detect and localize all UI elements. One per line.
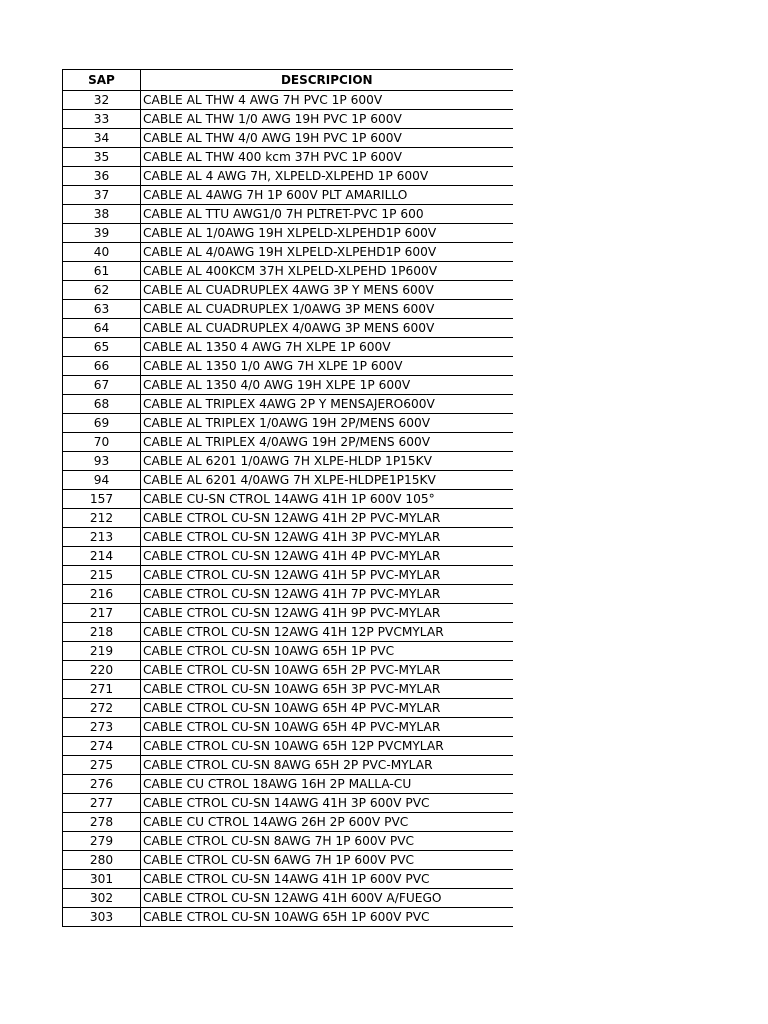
description-cell: CABLE CTROL CU-SN 14AWG 41H 3P 600V PVC — [141, 794, 513, 813]
description-cell: CABLE AL TRIPLEX 1/0AWG 19H 2P/MENS 600V — [141, 414, 513, 433]
sap-code-cell: 67 — [63, 376, 141, 395]
table-row — [63, 908, 513, 927]
table-row — [63, 661, 513, 680]
table-row — [63, 281, 513, 300]
sap-code-cell: 271 — [63, 680, 141, 699]
table-row — [63, 243, 513, 262]
table-row — [63, 813, 513, 832]
table-row — [63, 547, 513, 566]
description-cell: CABLE AL TRIPLEX 4/0AWG 19H 2P/MENS 600V — [141, 433, 513, 452]
description-cell: CABLE AL THW 400 kcm 37H PVC 1P 600V — [141, 148, 513, 167]
description-cell: CABLE CU CTROL 18AWG 16H 2P MALLA-CU — [141, 775, 513, 794]
description-cell: CABLE AL 1350 1/0 AWG 7H XLPE 1P 600V — [141, 357, 513, 376]
sap-code-cell: 63 — [63, 300, 141, 319]
sap-code-cell: 68 — [63, 395, 141, 414]
cable-catalog-table — [62, 69, 513, 927]
table-row — [63, 224, 513, 243]
sap-code-cell: 278 — [63, 813, 141, 832]
table-row — [63, 452, 513, 471]
description-cell: CABLE AL CUADRUPLEX 4/0AWG 3P MENS 600V — [141, 319, 513, 338]
description-cell: CABLE AL 4 AWG 7H, XLPELD-XLPEHD 1P 600V — [141, 167, 513, 186]
description-cell: CABLE CTROL CU-SN 10AWG 65H 1P 600V PVC — [141, 908, 513, 927]
table-row — [63, 433, 513, 452]
table-row — [63, 851, 513, 870]
description-cell: CABLE CU-SN CTROL 14AWG 41H 1P 600V 105° — [141, 490, 513, 509]
description-cell: CABLE AL 1/0AWG 19H XLPELD-XLPEHD1P 600V — [141, 224, 513, 243]
sap-code-cell: 272 — [63, 699, 141, 718]
sap-code-cell: 36 — [63, 167, 141, 186]
table-row — [63, 110, 513, 129]
table-row — [63, 623, 513, 642]
sap-code-cell: 218 — [63, 623, 141, 642]
sap-code-cell: 303 — [63, 908, 141, 927]
sap-code-cell: 94 — [63, 471, 141, 490]
table-row — [63, 129, 513, 148]
description-cell: CABLE CTROL CU-SN 6AWG 7H 1P 600V PVC — [141, 851, 513, 870]
description-cell: CABLE AL 4/0AWG 19H XLPELD-XLPEHD1P 600V — [141, 243, 513, 262]
header-row — [63, 70, 513, 91]
table-row — [63, 167, 513, 186]
description-cell: CABLE CU CTROL 14AWG 26H 2P 600V PVC — [141, 813, 513, 832]
description-cell: CABLE AL 4AWG 7H 1P 600V PLT AMARILLO — [141, 186, 513, 205]
sap-code-cell: 277 — [63, 794, 141, 813]
table-row — [63, 414, 513, 433]
sap-code-cell: 213 — [63, 528, 141, 547]
table-row — [63, 794, 513, 813]
table-row — [63, 775, 513, 794]
table-row — [63, 91, 513, 110]
table-row — [63, 395, 513, 414]
table-row — [63, 699, 513, 718]
description-cell: CABLE CTROL CU-SN 10AWG 65H 2P PVC-MYLAR — [141, 661, 513, 680]
table-row — [63, 262, 513, 281]
description-cell: CABLE CTROL CU-SN 14AWG 41H 1P 600V PVC — [141, 870, 513, 889]
table-row — [63, 205, 513, 224]
table-row — [63, 756, 513, 775]
sap-code-cell: 280 — [63, 851, 141, 870]
sap-code-cell: 216 — [63, 585, 141, 604]
description-cell: CABLE AL THW 4/0 AWG 19H PVC 1P 600V — [141, 129, 513, 148]
sap-code-cell: 65 — [63, 338, 141, 357]
sap-code-cell: 302 — [63, 889, 141, 908]
sap-code-cell: 219 — [63, 642, 141, 661]
table-body — [63, 91, 513, 927]
sap-code-cell: 301 — [63, 870, 141, 889]
column-header-sap: SAP — [63, 70, 141, 91]
description-cell: CABLE CTROL CU-SN 10AWG 65H 4P PVC-MYLAR — [141, 699, 513, 718]
table-row — [63, 338, 513, 357]
sap-code-cell: 214 — [63, 547, 141, 566]
sap-code-cell: 215 — [63, 566, 141, 585]
table-row — [63, 471, 513, 490]
description-cell: CABLE CTROL CU-SN 12AWG 41H 3P PVC-MYLAR — [141, 528, 513, 547]
column-header-descripcion: DESCRIPCION — [141, 70, 513, 91]
table-header — [63, 70, 513, 91]
table-row — [63, 585, 513, 604]
sap-code-cell: 61 — [63, 262, 141, 281]
table-row — [63, 718, 513, 737]
description-cell: CABLE CTROL CU-SN 10AWG 65H 3P PVC-MYLAR — [141, 680, 513, 699]
description-cell: CABLE CTROL CU-SN 12AWG 41H 9P PVC-MYLAR — [141, 604, 513, 623]
description-cell: CABLE AL 1350 4 AWG 7H XLPE 1P 600V — [141, 338, 513, 357]
description-cell: CABLE CTROL CU-SN 12AWG 41H 12P PVCMYLAR — [141, 623, 513, 642]
sap-code-cell: 69 — [63, 414, 141, 433]
sap-code-cell: 64 — [63, 319, 141, 338]
table-row — [63, 300, 513, 319]
table-row — [63, 889, 513, 908]
description-cell: CABLE AL CUADRUPLEX 4AWG 3P Y MENS 600V — [141, 281, 513, 300]
description-cell: CABLE CTROL CU-SN 12AWG 41H 600V A/FUEGO — [141, 889, 513, 908]
description-cell: CABLE CTROL CU-SN 10AWG 65H 4P PVC-MYLAR — [141, 718, 513, 737]
description-cell: CABLE AL 400KCM 37H XLPELD-XLPEHD 1P600V — [141, 262, 513, 281]
sap-code-cell: 66 — [63, 357, 141, 376]
table-row — [63, 490, 513, 509]
table-row — [63, 566, 513, 585]
description-cell: CABLE CTROL CU-SN 12AWG 41H 5P PVC-MYLAR — [141, 566, 513, 585]
sap-code-cell: 40 — [63, 243, 141, 262]
description-cell: CABLE CTROL CU-SN 10AWG 65H 12P PVCMYLAR — [141, 737, 513, 756]
table-row — [63, 832, 513, 851]
sap-code-cell: 62 — [63, 281, 141, 300]
sap-code-cell: 32 — [63, 91, 141, 110]
table-row — [63, 680, 513, 699]
table-row — [63, 509, 513, 528]
table-row — [63, 148, 513, 167]
sap-code-cell: 39 — [63, 224, 141, 243]
table-row — [63, 870, 513, 889]
sap-code-cell: 212 — [63, 509, 141, 528]
sap-code-cell: 276 — [63, 775, 141, 794]
description-cell: CABLE CTROL CU-SN 12AWG 41H 7P PVC-MYLAR — [141, 585, 513, 604]
sap-code-cell: 275 — [63, 756, 141, 775]
description-cell: CABLE AL 1350 4/0 AWG 19H XLPE 1P 600V — [141, 376, 513, 395]
description-cell: CABLE AL 6201 4/0AWG 7H XLPE-HLDPE1P15KV — [141, 471, 513, 490]
sap-code-cell: 33 — [63, 110, 141, 129]
sap-code-cell: 34 — [63, 129, 141, 148]
sap-code-cell: 93 — [63, 452, 141, 471]
table-row — [63, 737, 513, 756]
description-cell: CABLE CTROL CU-SN 12AWG 41H 4P PVC-MYLAR — [141, 547, 513, 566]
sap-code-cell: 220 — [63, 661, 141, 680]
sap-code-cell: 38 — [63, 205, 141, 224]
sap-code-cell: 274 — [63, 737, 141, 756]
table-row — [63, 319, 513, 338]
sap-code-cell: 35 — [63, 148, 141, 167]
table-row — [63, 604, 513, 623]
sap-code-cell: 70 — [63, 433, 141, 452]
description-cell: CABLE AL TRIPLEX 4AWG 2P Y MENSAJERO600V — [141, 395, 513, 414]
sap-code-cell: 217 — [63, 604, 141, 623]
sap-code-cell: 37 — [63, 186, 141, 205]
description-cell: CABLE CTROL CU-SN 12AWG 41H 2P PVC-MYLAR — [141, 509, 513, 528]
sap-code-cell: 279 — [63, 832, 141, 851]
description-cell: CABLE AL 6201 1/0AWG 7H XLPE-HLDP 1P15KV — [141, 452, 513, 471]
table-row — [63, 357, 513, 376]
table-row — [63, 642, 513, 661]
description-cell: CABLE AL CUADRUPLEX 1/0AWG 3P MENS 600V — [141, 300, 513, 319]
description-cell: CABLE AL THW 1/0 AWG 19H PVC 1P 600V — [141, 110, 513, 129]
table-row — [63, 376, 513, 395]
description-cell: CABLE CTROL CU-SN 8AWG 7H 1P 600V PVC — [141, 832, 513, 851]
description-cell: CABLE AL TTU AWG1/0 7H PLTRET-PVC 1P 600 — [141, 205, 513, 224]
sap-code-cell: 157 — [63, 490, 141, 509]
spreadsheet-page — [62, 69, 512, 927]
table-row — [63, 186, 513, 205]
sap-code-cell: 273 — [63, 718, 141, 737]
description-cell: CABLE CTROL CU-SN 10AWG 65H 1P PVC — [141, 642, 513, 661]
description-cell: CABLE AL THW 4 AWG 7H PVC 1P 600V — [141, 91, 513, 110]
description-cell: CABLE CTROL CU-SN 8AWG 65H 2P PVC-MYLAR — [141, 756, 513, 775]
table-row — [63, 528, 513, 547]
